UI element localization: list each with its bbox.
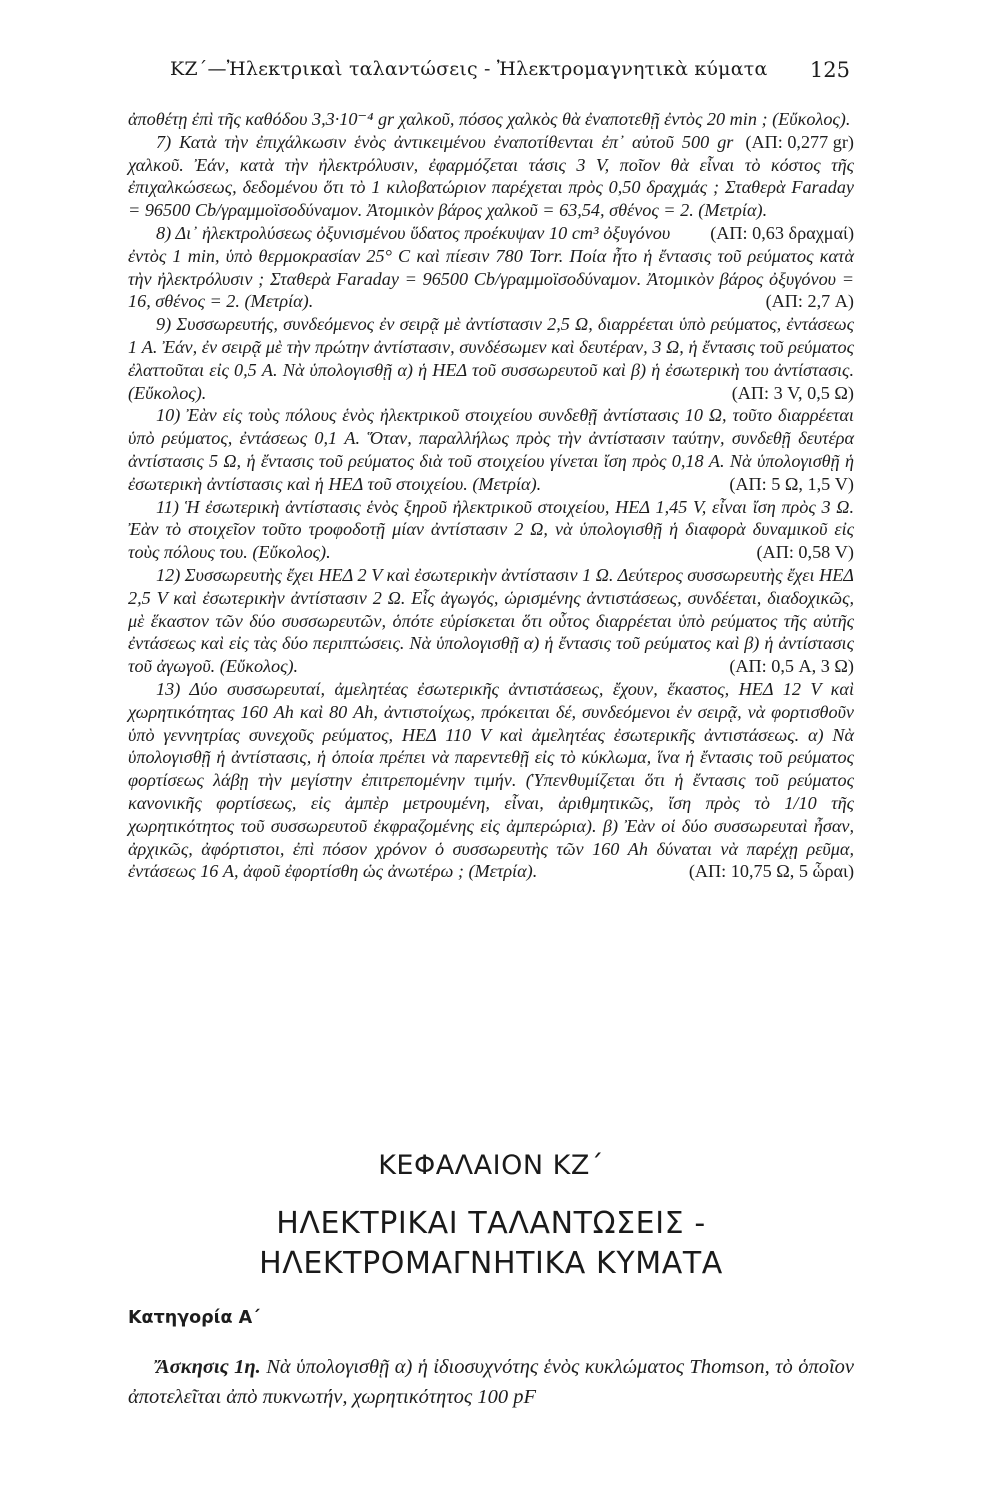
problem-text: 12) Συσσωρευτὴς ἔχει ΗΕΔ 2 V καὶ ἐσωτερικὴν ἀντίστασιν 1 Ω. Δεύτερος συσσωρευτὴς ἔχει ΗΕΔ 2,5 V καὶ ἐσωτερικὴν ἀντίστασιν 2 Ω. Εἷς ἀγωγός, ὡρισμένης ἀντιστάσεως, συνδέεται, διαδοχικῶς, μὲ ἕκαστον τῶν δύο συσσωρευτῶν, ὁπότε εὑρίσκεται ὅτι οὗτος διαρρέεται ὑπὸ ρεύματος τῆς αὐτῆς ἐντάσεως καὶ εἰς τὰς δύο περιπτώσεις. Νὰ ὑπολογισθῇ α) ἡ ἔντασις τοῦ ρεύματος καὶ β) ἡ ἀντίστασις τοῦ ἀγωγοῦ. (Εὔκολος). [128,564,854,677]
problem-answer: (ΑΠ: 0,277 gr) [745,131,854,152]
problem-paragraph [128,108,854,152]
problem-text: 8) Δι᾽ ἠλεκτρολύσεως ὀξυνισμένου ὕδατος προέκυψαν 10 cm³ ὀξυγόνου ἐντὸς 1 min, ὑπὸ θερμοκρασίαν 25° C καὶ πίεσιν 780 Torr. Ποία ἦτο ἡ ἔντασις τοῦ ρεύματος κατὰ τὴν ἠλεκτρόλυσιν ; Σταθερὰ Faraday = 96500 Cb/γραμμοϊσοδύναμον. Ἀτομικὸν βάρος ὀξυγόνου = 16, σθένος = 2. (Μετρία). [128,222,854,312]
category-heading: Κατηγορία Α΄ [128,1308,260,1328]
problem-text: ἀποθέτῃ ἐπὶ τῆς καθόδου 3,3·10⁻⁴ gr χαλκοῦ, πόσος χαλκὸς θὰ ἐναποτεθῇ ἐντὸς 20 min ; (Εὔκολος). [128,109,851,129]
problem-answer: (ΑΠ: 0,58 V) [756,542,854,563]
chapter-label: ΚΕΦΑΛΑΙΟΝ ΚΖ΄ [378,1150,604,1181]
page-header [170,58,850,88]
problem-list [128,108,854,883]
problem-paragraph [128,496,854,564]
running-title: ΚΖ΄—Ἠλεκτρικαὶ ταλαντώσεις - Ἠλεκτρομαγνητικὰ κύματα [170,58,768,80]
problem-answer: (ΑΠ: 3 V, 0,5 Ω) [731,382,854,403]
exercise-paragraph [128,1352,854,1412]
problem-paragraph [128,313,854,404]
problem-text: 13) Δύο συσσωρευταί, ἀμελητέας ἐσωτερικῆς ἀντιστάσεως, ἔχουν, ἕκαστος, ΗΕΔ 12 V καὶ χωρητικότητας 160 Ah καὶ 80 Ah, ἀντιστοίχως, πρόκειται δέ, συνδεόμενοι ἐν σειρᾷ, νὰ φορτισθοῦν ὑπὸ γεννητρίας συνεχοῦς ρεύματος, ΗΕΔ 110 V καὶ ἀμελητέας ἐσωτερικῆς ἀντιστάσεως. α) Νὰ ὑπολογισθῇ ἡ ἀντίστασις, ἡ ὁποία πρέπει νὰ παρεντεθῇ εἰς τὸ κύκλωμα, ἵνα ἡ ἔντασις τοῦ ρεύματος φορτίσεως λάβῃ τὴν μεγίστην ἐπιτρεπομένην τιμήν. (Ὑπενθυμίζεται ὅτι ἡ ἔντασις τοῦ ρεύματος κανονικῆς φορτίσεως, εἰς ἀμπὲρ μετρουμένη, εἶναι, ἀριθμητικῶς, ἴση πρὸς τὸ 1/10 τῆς χωρητικότητος τοῦ συσσωρευτοῦ ἐκφραζομένης εἰς ἀμπερώρια). β) Ἐὰν οἱ δύο συσσωρευταὶ ἦσαν, ἀρχικῶς, ἀφόρτιστοι, ἐπὶ πόσον χρόνον ὁ συσσωρευτὴς τῶν 160 Ah δύναται νὰ παρέχῃ ρεῦμα, ἐντάσεως 16 A, ἀφοῦ ἐφορτίσθη ὡς ἀνωτέρω ; (Μετρία). [128,678,854,882]
problem-text: 11) Ἡ ἐσωτερικὴ ἀντίστασις ἑνὸς ξηροῦ ἠλεκτρικοῦ στοιχείου, ΗΕΔ 1,45 V, εἶναι ἴση πρὸς 3 Ω. Ἐὰν τὸ στοιχεῖον τοῦτο τροφοδοτῇ μίαν ἀντίστασιν 2 Ω, νὰ ὑπολογισθῇ ἡ διαφορὰ δυναμικοῦ εἰς τοὺς πόλους του. (Εὔκολος). [128,496,854,563]
problem-answer: (ΑΠ: 10,75 Ω, 5 ὧραι) [688,861,854,882]
problem-text: 9) Συσσωρευτής, συνδεόμενος ἐν σειρᾷ μὲ ἀντίστασιν 2,5 Ω, διαρρέεται ὑπὸ ρεύματος, ἐντάσεως 1 A. Ἐάν, ἐν σειρᾷ μὲ τὴν πρώτην ἀντίστασιν, συνδέσωμεν καὶ δευτέραν, 3 Ω, ἡ ἔντασις τοῦ ρεύματος ἐλαττοῦται εἰς 0,5 A. Νὰ ὑπολογισθῇ α) ἡ ΗΕΔ τοῦ συσσωρευτοῦ καὶ β) ἡ ἐσωτερικὴ του ἀντίστασις. (Εὔκολος). [128,314,854,403]
exercise-label: Ἄσκησις 1η. [156,1356,261,1378]
chapter-title [128,1204,854,1284]
chapter-title-line: ΗΛΕΚΤΡΙΚΑΙ ΤΑΛΑΝΤΩΣΕΙΣ - [276,1206,706,1241]
problem-answer: (ΑΠ: 5 Ω, 1,5 V) [729,473,854,494]
problem-answer: (ΑΠ: 0,63 δραχμαί) [710,222,854,243]
problem-paragraph [128,404,854,495]
problem-answer: (ΑΠ: 0,5 A, 3 Ω) [729,656,854,677]
problem-answer: (ΑΠ: 2,7 A) [765,291,854,312]
problem-text: 10) Ἐὰν εἰς τοὺς πόλους ἑνὸς ἠλεκτρικοῦ στοιχείου συνδεθῇ ἀντίστασις 10 Ω, τοῦτο διαρρέεται ὑπὸ ρεύματος, ἐντάσεως 0,1 A. Ὅταν, παραλλήλως πρὸς τὴν ἀντίστασιν ταύτην, συνδεθῇ δευτέρα ἀντίστασις 5 Ω, ἡ ἔντασις τοῦ ρεύματος διὰ τοῦ στοιχείου γίνεται ἴση πρὸς 0,18 A. Νὰ ὑπολογισθῇ ἡ ἐσωτερικὴ ἀντίστασις καὶ ἡ ΗΕΔ τοῦ στοιχείου. (Μετρία). [128,405,854,494]
page-number: 125 [809,58,850,82]
problem-paragraph [128,678,854,883]
problem-text: 7) Κατὰ τὴν ἐπιχάλκωσιν ἑνὸς ἀντικειμένου ἐναποτίθενται ἐπ᾽ αὐτοῦ 500 gr χαλκοῦ. Ἐάν, κατὰ τὴν ἠλεκτρόλυσιν, ἐφαρμόζεται τάσις 3 V, ποῖον θὰ εἶναι τὸ κόστος τῆς ἐπιχαλκώσεως, δεδομένου ὅτι τὸ 1 κιλοβατώριον παρέχεται πρὸς 0,50 δραχμάς ; Σταθερὰ Faraday = 96500 Cb/γραμμοϊσοδύναμον. Ἀτομικὸν βάρος χαλκοῦ = 63,54, σθένος = 2. (Μετρία). [128,131,854,221]
exercise-text: Νὰ ὑπολογισθῇ α) ἡ ἰδιοσυχνότης ἑνὸς κυκλώματος Thomson, τὸ ὁποῖον ἀποτελεῖται ἀπὸ πυκνωτήν, χωρητικότητος 100 pF [128,1356,855,1408]
chapter-heading [128,1150,854,1284]
chapter-title-line: ΗΛΕΚΤΡΟΜΑΓΝΗΤΙΚΑ ΚΥΜΑΤΑ [259,1246,723,1281]
problem-paragraph [128,564,854,678]
